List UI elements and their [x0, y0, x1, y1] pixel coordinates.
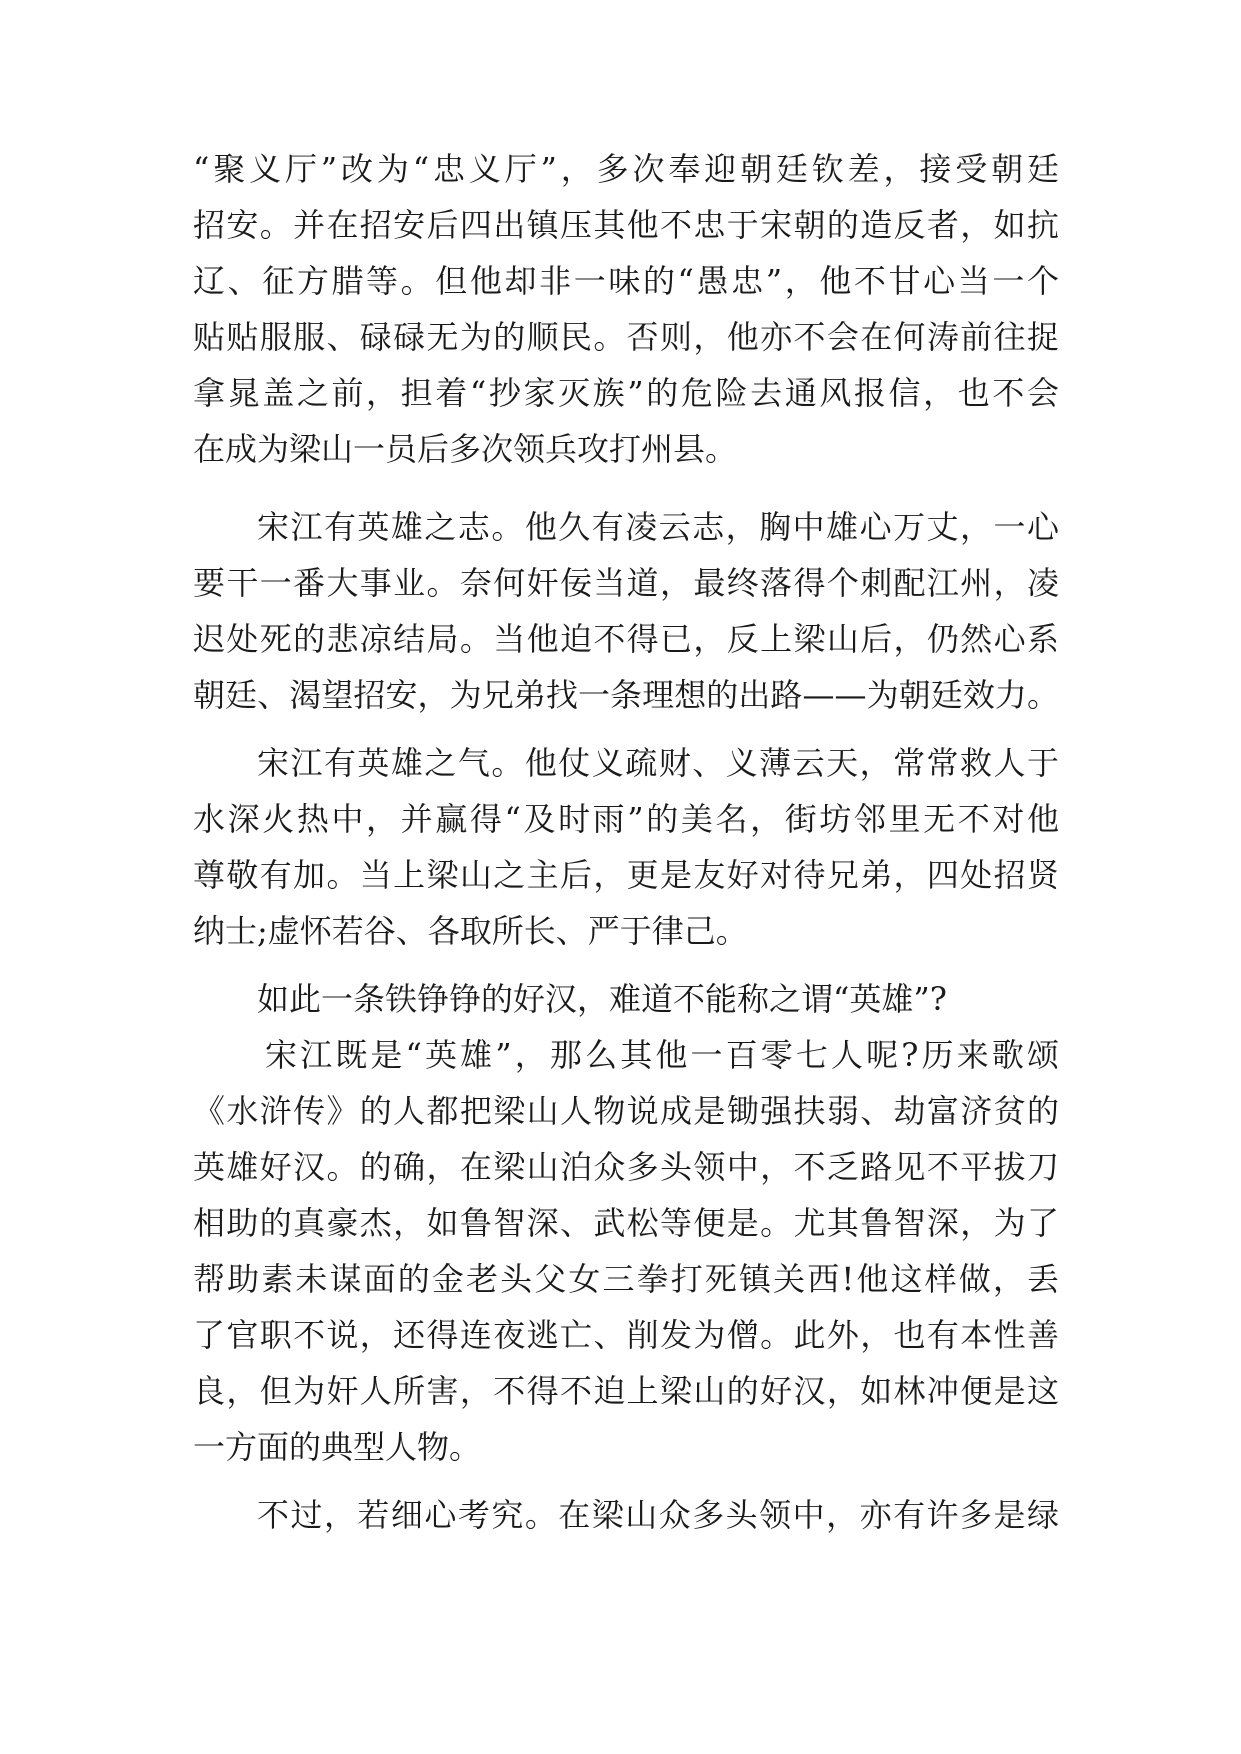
text-line: 《水浒传》的人都把梁山人物说成是锄强扶弱、劫富济贫的 — [193, 1092, 1059, 1130]
text-line: 朝廷、渴望招安，为兄弟找一条理想的出路——为朝廷效力。 — [193, 676, 1059, 714]
text-line: 帮助素未谋面的金老头父女三拳打死镇关西!他这样做，丢 — [193, 1260, 1059, 1298]
text-line: 贴贴服服、碌碌无为的顺民。否则，他亦不会在何涛前往捉 — [193, 318, 1059, 356]
text-line: “聚义厅”改为“忠义厅”，多次奉迎朝廷钦差，接受朝廷 — [193, 150, 1059, 188]
text-line: 宋江有英雄之志。他久有凌云志，胸中雄心万丈，一心 — [257, 508, 1059, 546]
text-line: 在成为梁山一员后多次领兵攻打州县。 — [193, 430, 738, 468]
text-line: 辽、征方腊等。但他却非一味的“愚忠”，他不甘心当一个 — [193, 262, 1059, 300]
text-line: 迟处死的悲凉结局。当他迫不得已，反上梁山后，仍然心系 — [193, 620, 1059, 658]
text-line: 宋江既是“英雄”，那么其他一百零七人呢?历来歌颂 — [265, 1036, 1059, 1074]
text-line: 要干一番大事业。奈何奸佞当道，最终落得个刺配江州，凌 — [193, 564, 1059, 602]
text-line: 尊敬有加。当上梁山之主后，更是友好对待兄弟，四处招贤 — [193, 856, 1059, 894]
text-line: 良，但为奸人所害，不得不迫上梁山的好汉，如林冲便是这 — [193, 1372, 1059, 1410]
text-line: 纳士;虚怀若谷、各取所长、严于律己。 — [193, 912, 748, 950]
text-line: 英雄好汉。的确，在梁山泊众多头领中，不乏路见不平拔刀 — [193, 1148, 1059, 1186]
text-line: 相助的真豪杰，如鲁智深、武松等便是。尤其鲁智深，为了 — [193, 1204, 1059, 1242]
text-line: 拿晁盖之前，担着“抄家灭族”的危险去通风报信，也不会 — [193, 374, 1059, 412]
text-line: 水深火热中，并赢得“及时雨”的美名，街坊邻里无不对他 — [193, 800, 1059, 838]
text-line: 如此一条铁铮铮的好汉，难道不能称之谓“英雄”? — [257, 980, 947, 1018]
text-line: 招安。并在招安后四出镇压其他不忠于宋朝的造反者，如抗 — [193, 206, 1059, 244]
text-line: 宋江有英雄之气。他仗义疏财、义薄云天，常常救人于 — [257, 744, 1059, 782]
body-text — [193, 141, 1059, 1543]
text-line: 了官职不说，还得连夜逃亡、削发为僧。此外，也有本性善 — [193, 1316, 1059, 1354]
text-line: 不过，若细心考究。在梁山众多头领中，亦有许多是绿 — [257, 1496, 1059, 1534]
text-line: 一方面的典型人物。 — [193, 1428, 482, 1466]
